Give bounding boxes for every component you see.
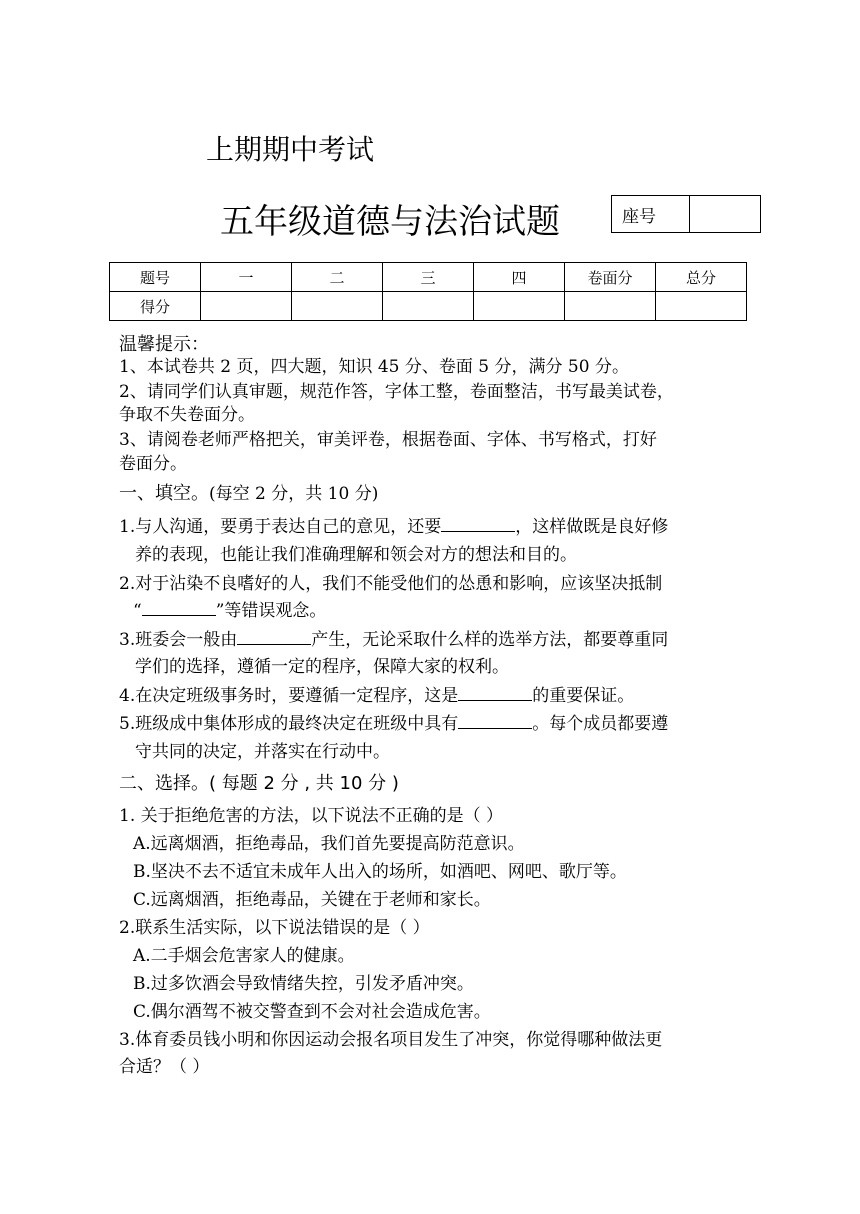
question-text: 。每个成员都要遵 [532, 714, 669, 734]
score-cell: 四 [474, 263, 565, 292]
question-line [119, 515, 668, 539]
question-text: 3.班委会一般由 [119, 630, 238, 650]
score-cell: 总分 [656, 263, 747, 292]
question-text: “ [133, 601, 142, 621]
question-line: 养的表现，也能让我们准确理解和领会对方的想法和目的。 [135, 545, 577, 565]
score-cell: 卷面分 [565, 263, 656, 292]
score-entry[interactable] [656, 292, 747, 321]
question-text: 5.班级成中集体形成的最终决定在班级中具有 [119, 714, 459, 734]
option-line: A.二手烟会危害家人的健康。 [133, 946, 355, 966]
section1-note: (每空 2 分，共 10 分) [209, 484, 379, 504]
question-line: 3.体育委员钱小明和你因运动会报名项目发生了冲突，你觉得哪种做法更 [119, 1030, 663, 1050]
question-line: 学们的选择，遵循一定的程序，保障大家的权利。 [135, 657, 509, 677]
question-text: ，这样做既是良好修 [515, 517, 669, 537]
question-line [119, 712, 668, 736]
option-line: B.坚决不去不适宜未成年人出入的场所，如酒吧、网吧、歌厅等。 [133, 862, 627, 882]
option-line: B.过多饮酒会导致情绪失控，引发矛盾冲突。 [133, 974, 474, 994]
question-text: 产生，无论采取什么样的选举方法，都要尊重同 [311, 630, 669, 650]
question-line [119, 628, 668, 652]
score-entry[interactable] [292, 292, 383, 321]
section1-heading [119, 482, 378, 506]
question-line [133, 599, 326, 623]
score-table-score-row [110, 292, 747, 321]
tip-line: 1、本试卷共 2 页，四大题，知识 45 分、卷面 5 分，满分 50 分。 [119, 357, 629, 377]
score-entry[interactable] [565, 292, 656, 321]
question-line: 2.联系生活实际，以下说法错误的是（ ） [119, 918, 430, 938]
section2-title: 二、选择。( 每题 2 分 , 共 10 分 ) [119, 773, 399, 794]
score-entry[interactable] [474, 292, 565, 321]
question-line: 2.对于沾染不良嗜好的人，我们不能受他们的怂恿和影响，应该坚决抵制 [119, 574, 663, 594]
tip-line: 争取不失卷面分。 [119, 405, 255, 425]
tip-line: 卷面分。 [119, 454, 187, 474]
tip-line: 3、请阅卷老师严格把关，审美评卷，根据卷面、字体、书写格式，打好 [119, 430, 657, 450]
score-entry[interactable] [201, 292, 292, 321]
score-entry[interactable] [383, 292, 474, 321]
score-row-label: 得分 [110, 292, 201, 321]
tip-line: 2、请同学们认真审题，规范作答，字体工整，卷面整洁，书写最美试卷， [119, 382, 674, 402]
answer-blank[interactable] [142, 599, 216, 616]
option-line: A.远离烟酒，拒绝毒品，我们首先要提高防范意识。 [133, 834, 525, 854]
exam-name: 上期期中考试 [206, 133, 375, 166]
question-text: ”等错误观念。 [215, 601, 327, 621]
question-text: 1.与人沟通，要勇于表达自己的意见，还要 [119, 517, 442, 537]
answer-blank[interactable] [458, 712, 532, 729]
tips-heading: 温馨提示： [119, 334, 209, 355]
score-table [109, 262, 747, 321]
score-cell: 三 [383, 263, 474, 292]
score-table-header-row [110, 263, 747, 292]
answer-blank[interactable] [237, 628, 311, 645]
question-line: 1. 关于拒绝危害的方法，以下说法不正确的是（ ） [119, 806, 504, 826]
score-cell: 二 [292, 263, 383, 292]
option-line: C.偶尔酒驾不被交警查到不会对社会造成危害。 [133, 1002, 491, 1022]
paper-title: 五年级道德与法治试题 [220, 202, 560, 242]
question-text: 的重要保证。 [532, 686, 635, 706]
question-line [119, 684, 634, 708]
score-cell: 一 [201, 263, 292, 292]
question-line: 守共同的决定，并落实在行动中。 [135, 742, 390, 762]
question-text: 4.在决定班级事务时，要遵循一定程序，这是 [119, 686, 459, 706]
answer-blank[interactable] [441, 515, 515, 532]
question-line: 合适？（ ） [119, 1057, 210, 1077]
score-cell: 题号 [110, 263, 201, 292]
seat-value-field[interactable] [690, 196, 760, 232]
answer-blank[interactable] [458, 684, 532, 701]
seat-number-box [611, 195, 761, 233]
option-line: C.远离烟酒，拒绝毒品，关键在于老师和家长。 [133, 890, 491, 910]
section1-title: 一、填空。 [119, 483, 209, 504]
seat-label: 座号 [612, 196, 690, 232]
